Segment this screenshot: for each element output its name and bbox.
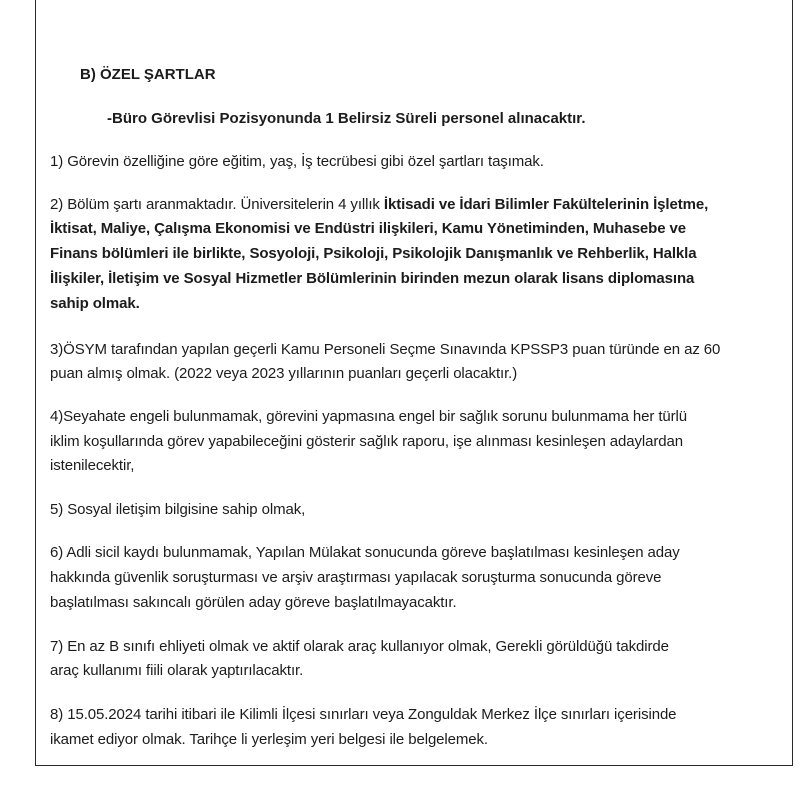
position-subtitle: -Büro Görevlisi Pozisyonunda 1 Belirsiz Süreli personel alınacaktır. <box>107 110 586 127</box>
requirement-2-line-1-bold: İktisadi ve İdari Bilimler Fakültelerinin İşletme, <box>383 196 709 213</box>
requirement-6-line-3: başlatılması sakıncalı görülen aday göreve başlatılmayacaktır. <box>50 594 457 611</box>
requirement-8-line-1: 8) 15.05.2024 tarihi itibari ile Kilimli İlçesi sınırları veya Zonguldak Merkez İlçe sınırları içerisinde <box>50 706 677 723</box>
requirement-2-line-2: İktisat, Maliye, Çalışma Ekonomisi ve Endüstri ilişkileri, Kamu Yönetiminden, Muhasebe ve <box>50 220 687 237</box>
requirement-2-line-3: Finans bölümleri ile birlikte, Sosyoloji, Psikoloji, Psikolojik Danışmanlık ve Rehberlik, Halkla <box>50 245 697 262</box>
requirement-7-line-2: araç kullanımı fiili olarak yaptırılacaktır. <box>50 662 304 679</box>
requirement-8-line-2: ikamet ediyor olmak. Tarihçe li yerleşim yeri belgesi ile belgelemek. <box>50 731 489 748</box>
requirement-5-line-1: 5) Sosyal iletişim bilgisine sahip olmak, <box>50 501 306 518</box>
requirement-4-line-2: iklim koşullarında görev yapabileceğini gösterir sağlık raporu, işe alınması kesinleşen adaylardan <box>50 433 684 450</box>
section-title: B) ÖZEL ŞARTLAR <box>80 66 216 83</box>
requirement-2-line-4: İlişkiler, İletişim ve Sosyal Hizmetler Bölümlerinin birinden mezun olarak lisans diplomasına <box>50 270 695 287</box>
requirement-2-line-1 <box>50 195 708 215</box>
requirement-4-line-3: istenilecektir, <box>50 457 135 474</box>
requirement-3-line-2: puan almış olmak. (2022 veya 2023 yıllarının puanları geçerli olacaktır.) <box>50 365 518 382</box>
requirement-3-line-1: 3)ÖSYM tarafından yapılan geçerli Kamu Personeli Seçme Sınavında KPSSP3 puan türünde en az 60 <box>50 341 721 358</box>
requirement-2-line-1-normal: 2) Bölüm şartı aranmaktadır. Üniversitelerin 4 yıllık <box>50 196 384 213</box>
requirement-2-line-5: sahip olmak. <box>50 295 140 312</box>
requirement-6-line-2: hakkında güvenlik soruşturması ve arşiv araştırması yapılacak soruşturma sonucunda göreve <box>50 569 662 586</box>
requirement-6-line-1: 6) Adli sicil kaydı bulunmamak, Yapılan Mülakat sonucunda göreve başlatılması kesinleşen aday <box>50 544 680 561</box>
requirement-4-line-1: 4)Seyahate engeli bulunmamak, görevini yapmasına engel bir sağlık sorunu bulunmama her türlü <box>50 408 688 425</box>
requirement-1-line-1: 1) Görevin özelliğine göre eğitim, yaş, İş tecrübesi gibi özel şartları taşımak. <box>50 153 544 170</box>
requirement-7-line-1: 7) En az B sınıfı ehliyeti olmak ve aktif olarak araç kullanıyor olmak, Gerekli görüldüğü takdirde <box>50 638 669 655</box>
